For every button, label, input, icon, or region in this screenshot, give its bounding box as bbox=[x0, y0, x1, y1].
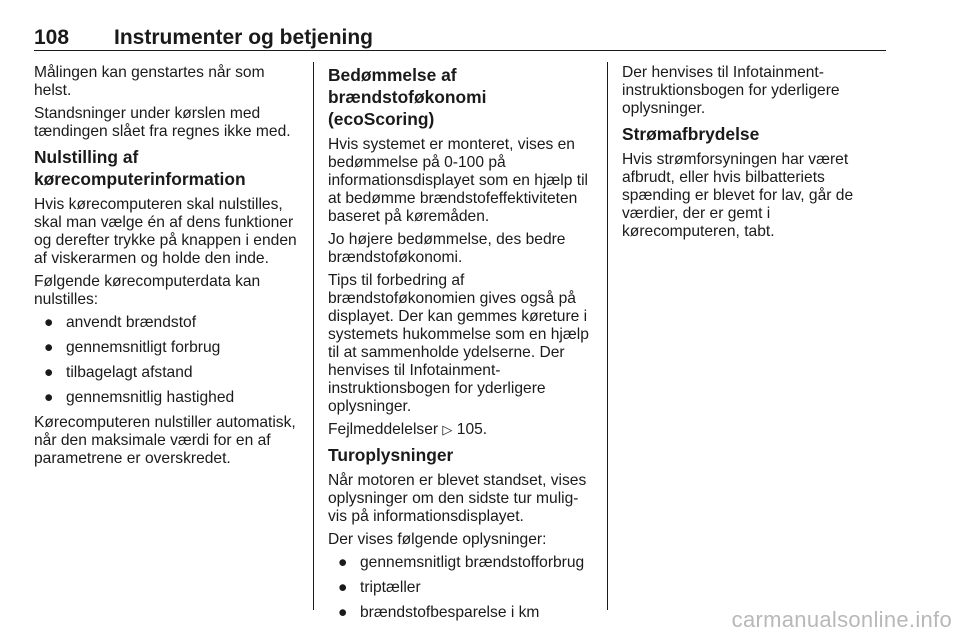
heading-reset-trip-computer: Nulstilling af kørecomputerinformation bbox=[34, 147, 246, 189]
bullet-icon: ● bbox=[338, 579, 348, 596]
bullet-icon: ● bbox=[44, 314, 54, 331]
paragraph-restart: Målingen kan genstartes når som helst. bbox=[34, 64, 265, 99]
bullet-icon: ● bbox=[44, 389, 54, 406]
paragraph-stops: Standsninger under kørslen med tændingen slået fra regnes ikke med. bbox=[34, 105, 291, 140]
list-item: ● tilbagelagt afstand bbox=[44, 364, 193, 381]
list-item: ● anvendt brændstof bbox=[44, 314, 197, 331]
list-item: ● gennemsnitligt forbrug bbox=[44, 339, 221, 356]
bullet-icon: ● bbox=[338, 604, 348, 621]
heading-trip-info: Turoplysninger bbox=[328, 445, 454, 465]
paragraph-eco-rating: Hvis systemet er monteret, vises en bedømmelse på 0-100 på informationsdisplayet som en hjælp til at bedømme brændstofeffektiviteten baseret på køremåden. bbox=[328, 136, 589, 225]
column-divider-1 bbox=[313, 62, 314, 610]
heading-eco-scoring: Bedømmelse af brændstoføkonomi (ecoScoring) bbox=[328, 65, 487, 129]
heading-power-interruption: Strømafbrydelse bbox=[622, 124, 760, 144]
page-number: 108 bbox=[34, 26, 70, 49]
paragraph-resettable-data: Følgende kørecomputerdata kan nulstilles: bbox=[34, 273, 261, 308]
page-reference-link[interactable]: 105. bbox=[456, 421, 488, 438]
paragraph-reset-instructions: Hvis kørecomputeren skal nulstilles, skal man vælge én af dens funktioner og derefter trykke på knappen i enden af viskerarmen og holde den inde. bbox=[34, 196, 297, 267]
list-item: ● gennemsnitlig hastighed bbox=[44, 389, 235, 406]
paragraph-auto-reset: Kørecomputeren nulstiller automatisk, når den maksimale værdi for en af parametrene er overskredet. bbox=[34, 414, 296, 467]
page-header bbox=[34, 26, 886, 50]
paragraph-power-interruption: Hvis strømforsyningen har været afbrudt, eller hvis bilbatteriets spænding er blevet for lav, går de værdier, der er gemt i kørecomputeren, tabt. bbox=[622, 151, 854, 240]
paragraph-infotainment-ref: Der henvises til Infotainment-instruktionsbogen for yderligere oplysninger. bbox=[622, 64, 840, 117]
trip-info-list bbox=[328, 554, 596, 622]
column-3 bbox=[622, 64, 890, 246]
list-item: ● triptæller bbox=[338, 579, 421, 596]
resettable-data-list bbox=[34, 314, 302, 407]
paragraph-higher-rating: Jo højere bedømmelse, des bedre brændstoføkonomi. bbox=[328, 231, 566, 266]
paragraph-trip-info: Når motoren er blevet standset, vises oplysninger om den sidste tur mulig-vis på informationsdisplayet. bbox=[328, 472, 587, 525]
bullet-icon: ● bbox=[44, 364, 54, 381]
list-item: ● gennemsnitligt brændstofforbrug bbox=[338, 554, 585, 571]
paragraph-following-info: Der vises følgende oplysninger: bbox=[328, 531, 547, 548]
column-divider-2 bbox=[607, 62, 608, 610]
watermark: carmanualsonline.info bbox=[731, 607, 952, 632]
paragraph-error-messages: Fejlmeddelelser ▷ 105. bbox=[328, 421, 488, 438]
column-1 bbox=[34, 64, 302, 473]
page-reference-icon: ▷ bbox=[442, 422, 453, 437]
list-item: ● brændstofbesparelse i km bbox=[338, 604, 540, 621]
bullet-icon: ● bbox=[338, 554, 348, 571]
running-title: Instrumenter og betjening bbox=[114, 26, 374, 49]
header-rule bbox=[34, 50, 886, 51]
paragraph-tips: Tips til forbedring af brændstoføkonomien gives også på displayet. Der kan gemmes køreture i systemets hukommelse som en hjælp til at sammenholde ydelserne. Der henvises til Infotainment-instruktionsbogen for yderligere oplysninger. bbox=[328, 272, 589, 415]
column-2 bbox=[328, 64, 596, 629]
bullet-icon: ● bbox=[44, 339, 54, 356]
